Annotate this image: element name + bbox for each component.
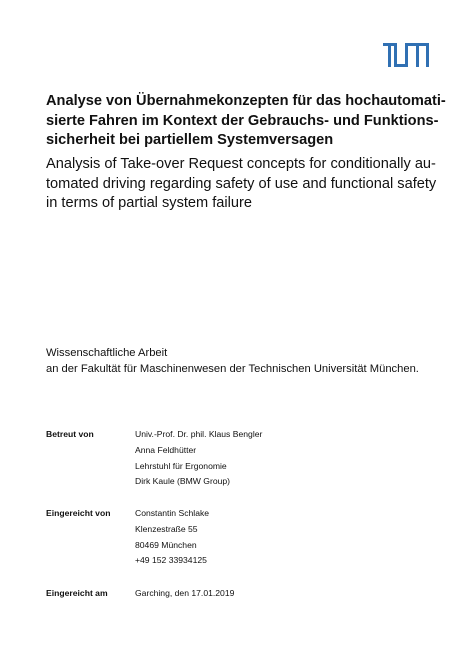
title-german-line: Analyse von Übernahmekonzepten für das hochautomati-	[46, 93, 446, 109]
submission-place-date: Garching, den 17.01.2019	[135, 588, 235, 598]
supervisor-chair: Lehrstuhl für Ergonomie	[135, 460, 227, 471]
work-description	[46, 346, 466, 377]
author-phone: +49 152 33934125	[135, 555, 207, 566]
title-english	[46, 155, 458, 214]
tum-logo-icon	[383, 43, 429, 67]
supervised-by-label: Betreut von	[46, 429, 94, 439]
supervisor-name: Univ.-Prof. Dr. phil. Klaus Bengler	[135, 429, 263, 439]
author-street: Klenzestraße 55	[135, 523, 198, 534]
title-german-line: sierte Fahren im Kontext der Gebrauchs- und Funktions-	[46, 112, 439, 129]
title-english-line: tomated driving regarding safety of use and functional safety	[46, 175, 437, 192]
faculty-line: an der Fakultät für Maschinenwesen der Technischen Universität München.	[46, 362, 419, 375]
author-city: 80469 München	[135, 539, 197, 550]
supervisor-name: Dirk Kaule (BMW Group)	[135, 476, 231, 487]
title-german-line: sicherheit bei partiellem Systemversagen	[46, 132, 334, 148]
submitted-by-label: Eingereicht von	[46, 508, 111, 518]
submitted-on-label: Eingereicht am	[46, 588, 108, 598]
title-english-line: Analysis of Take-over Request concepts for conditionally au-	[46, 156, 436, 172]
supervisor-name: Anna Feldhütter	[135, 444, 197, 455]
author-details	[135, 506, 209, 569]
title-english-line: in terms of partial system failure	[46, 195, 253, 211]
submission-date-list	[135, 586, 234, 602]
title-german	[46, 92, 456, 151]
supervisor-list	[135, 427, 262, 490]
work-type: Wissenschaftliche Arbeit	[46, 347, 168, 359]
author-name: Constantin Schlake	[135, 508, 210, 518]
